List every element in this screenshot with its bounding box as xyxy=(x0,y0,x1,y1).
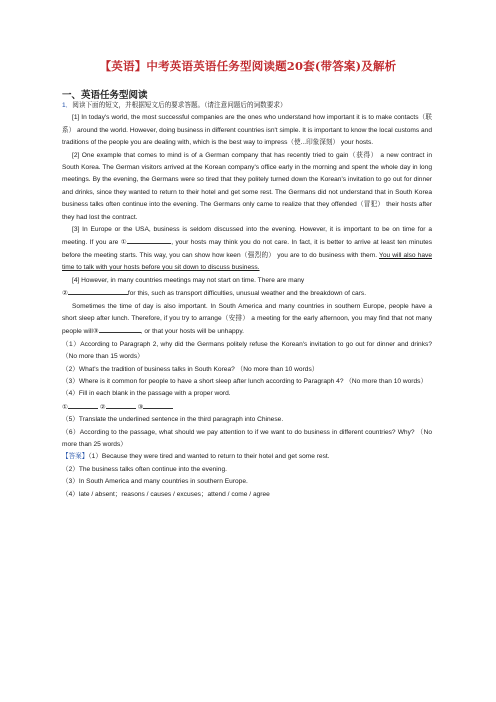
paragraph-3: [3] In Europe or the USA, business is seldom discussed into the evening. However, it is important to be on time for a meeting. If you are ① , your hosts may think you do not care. In fact, it is better to arrive at least ten minutes before the meeting starts. This way, you can show how keen（强烈的） you are to do business with them. You will also have time to talk with your hosts before you sit down to discuss business. xyxy=(62,226,432,272)
answer-3: （3）In South America and many countries in southern Europe. xyxy=(62,478,248,486)
blank-2[interactable] xyxy=(68,287,128,295)
question-5: （5）Translate the underlined sentence in the third paragraph into Chinese. xyxy=(62,416,284,424)
paragraph-5: Sometimes the time of day is also important. In South America and many countries in southern Europe, people have a short sleep after lunch. Therefore, if you try to arrange（安排） a meeting for the early afternoon, you may find that not many people will③ , or that your hosts will be unhappy. xyxy=(62,302,432,336)
answer-blank-2[interactable] xyxy=(106,401,136,409)
question-2: （2）What's the tradition of business talks in South Korea? （No more than 10 words） xyxy=(62,365,319,373)
blank-3[interactable] xyxy=(99,325,141,333)
blank-3-mark: ③ xyxy=(92,328,99,336)
answer-blank-3[interactable] xyxy=(143,401,173,409)
section-heading: 一、英语任务型阅读 xyxy=(62,90,148,101)
question-6: （6）According to the passage, what should we pay attention to if we want to do business in different countries? Why? （No more than 25 words） xyxy=(62,428,432,448)
answer-label: 【答案】 xyxy=(62,453,89,461)
answer-blank-1[interactable] xyxy=(68,401,98,409)
question-3: （3）Where is it common for people to have a short sleep after lunch according to Paragraph 4? （No more than 10 words） xyxy=(62,377,428,385)
answer-2: （2）The business talks often continue into the evening. xyxy=(62,465,227,473)
answer-4: （4）late / absent；reasons / causes / excuses；attend / come / agree xyxy=(62,490,270,498)
question-1: （1）According to Paragraph 2, why did the Germans politely refuse the Korean's invitation to go out for dinner and drinks? （No more than 15 words） xyxy=(62,340,432,361)
paragraph-4: [4] However, in many countries meetings may not start on time. There are many ② for this, such as transport difficulties, unusual weather and the breakdown of cars. xyxy=(62,276,367,298)
document-body xyxy=(62,100,432,501)
document-title: 【英语】中考英语英语任务型阅读题20套(带答案)及解析 xyxy=(99,59,397,73)
question-4: （4）Fill in each blank in the passage with a proper word. xyxy=(62,390,231,398)
underlined-sentence: You will also have time to talk with your hosts before you sit down to discuss business. xyxy=(62,251,432,272)
answer-1: 【答案】（1）Because they were tired and wanted to return to their hotel and get some rest. xyxy=(62,453,330,461)
blank-1[interactable] xyxy=(127,236,171,244)
blank-2-mark: ② xyxy=(62,290,68,298)
question-number: 1． xyxy=(62,102,73,109)
fill-blanks-line: ① ② ③ xyxy=(62,401,432,414)
question-instruction: 阅读下面的短文，并根据短文后的要求答题。（请注意问题后的词数要求） xyxy=(72,102,287,109)
paragraph-1: [1] In today's world, the most successful companies are the ones who understand how important it is to make contacts（联系） around the world. However, doing business in different countries isn't simple. It is important to know the local customs and traditions of the people you are dealing with, which is the best way to impress（使...印象深刻） your hosts. xyxy=(62,114,432,147)
paragraph-2: [2] One example that comes to mind is of a German company that has recently tried to gain（获得） a new contract in South Korea. The German visitors arrived at the Korean company's office early in the morning and spent the whole day in long meetings. By the evening, the Germans were so tired that they politely turned down the Korean's invitation to go out for dinner and drinks, since they wanted to return to their hotel and get some rest. The Germans did not understand that in South Korea business talks often continue into the evening. The Germans only came to realize that they offended（冒犯） their hosts after they had lost the contract. xyxy=(62,151,432,221)
blank-1-mark: ① xyxy=(120,239,128,247)
question-intro xyxy=(62,100,432,112)
